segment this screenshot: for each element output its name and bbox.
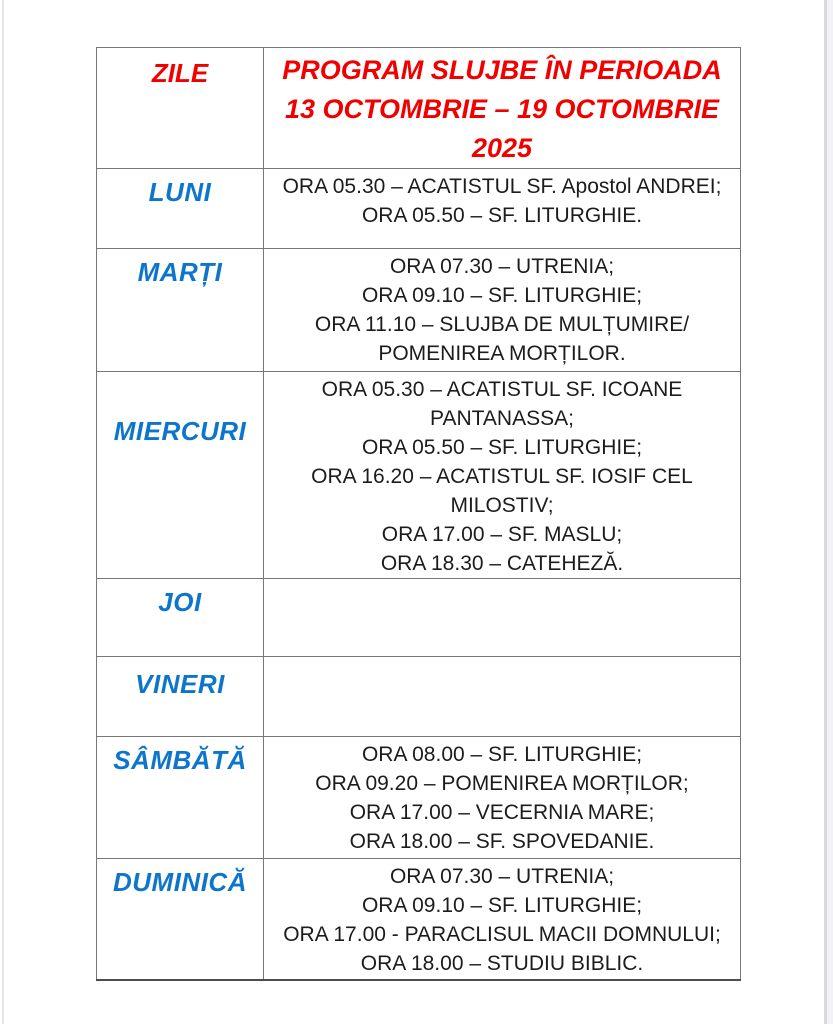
day-label: JOI: [97, 579, 264, 657]
text-line: ORA 05.50 – SF. LITURGHIE.: [361, 204, 643, 227]
program-cell: [264, 579, 741, 657]
table-row: [97, 169, 741, 249]
table-row: [97, 249, 741, 372]
text-line: PROGRAM SLUJBE ÎN PERIOADA: [282, 55, 722, 85]
text-line: MILOSTIV;: [450, 494, 554, 517]
header-program-title: [264, 48, 741, 169]
text-line: ORA 17.00 – VECERNIA MARE;: [349, 801, 655, 824]
day-label: MARȚI: [97, 249, 264, 372]
text-line: ORA 07.30 – UTRENIA;: [389, 865, 615, 888]
photo-left-edge: [2, 0, 4, 1024]
photo-right-band: [827, 0, 833, 1024]
text-line: ORA 18.00 – STUDIU BIBLIC.: [360, 952, 644, 975]
text-line: ORA 07.30 – UTRENIA;: [389, 255, 615, 278]
program-cell: [264, 737, 741, 859]
schedule-rows: [97, 169, 741, 980]
text-line: ORA 09.10 – SF. LITURGHIE;: [361, 894, 643, 917]
text-line: PANTANASSA;: [430, 407, 574, 430]
day-label: LUNI: [97, 169, 264, 249]
program-cell: [264, 657, 741, 737]
text-line: ORA 05.50 – SF. LITURGHIE;: [361, 436, 643, 459]
program-cell: [264, 372, 741, 579]
text-line: 13 OCTOMBRIE – 19 OCTOMBRIE: [284, 94, 720, 124]
text-line: ORA 18.30 – CATEHEZĂ.: [380, 552, 624, 575]
photo-right-edge: [824, 0, 827, 1024]
text-line: ORA 05.30 – ACATISTUL SF. ICOANE: [321, 378, 683, 401]
text-line: ORA 17.00 - PARACLISUL MACII DOMNULUI;: [283, 923, 721, 946]
text-line: ORA 17.00 – SF. MASLU;: [381, 523, 623, 546]
table-row: [97, 579, 741, 657]
header-days-column: ZILE: [97, 48, 264, 169]
day-label: MIERCURI: [97, 372, 264, 579]
text-line: ORA 09.10 – SF. LITURGHIE;: [361, 284, 643, 307]
text-line: POMENIREA MORȚILOR.: [378, 342, 626, 365]
program-cell: [264, 859, 741, 980]
table-row: [97, 737, 741, 859]
text-line: ORA 09.20 – POMENIREA MORȚILOR;: [315, 772, 689, 795]
text-line: ORA 05.30 – ACATISTUL SF. Apostol ANDREI;: [282, 175, 722, 198]
program-cell: [264, 169, 741, 249]
text-line: ORA 11.10 – SLUJBA DE MULȚUMIRE/: [314, 313, 690, 336]
day-label: SÂMBĂTĂ: [97, 737, 264, 859]
table-row: [97, 372, 741, 579]
service-schedule-table: [96, 47, 741, 981]
day-label: DUMINICĂ: [97, 859, 264, 980]
day-label: VINERI: [97, 657, 264, 737]
text-line: ORA 18.00 – SF. SPOVEDANIE.: [349, 830, 655, 853]
header-row: [97, 48, 741, 169]
table-row: [97, 859, 741, 980]
table-row: [97, 657, 741, 737]
text-line: 2025: [471, 133, 533, 163]
text-line: ORA 08.00 – SF. LITURGHIE;: [361, 743, 643, 766]
text-line: ORA 16.20 – ACATISTUL SF. IOSIF CEL: [311, 465, 693, 488]
program-cell: [264, 249, 741, 372]
